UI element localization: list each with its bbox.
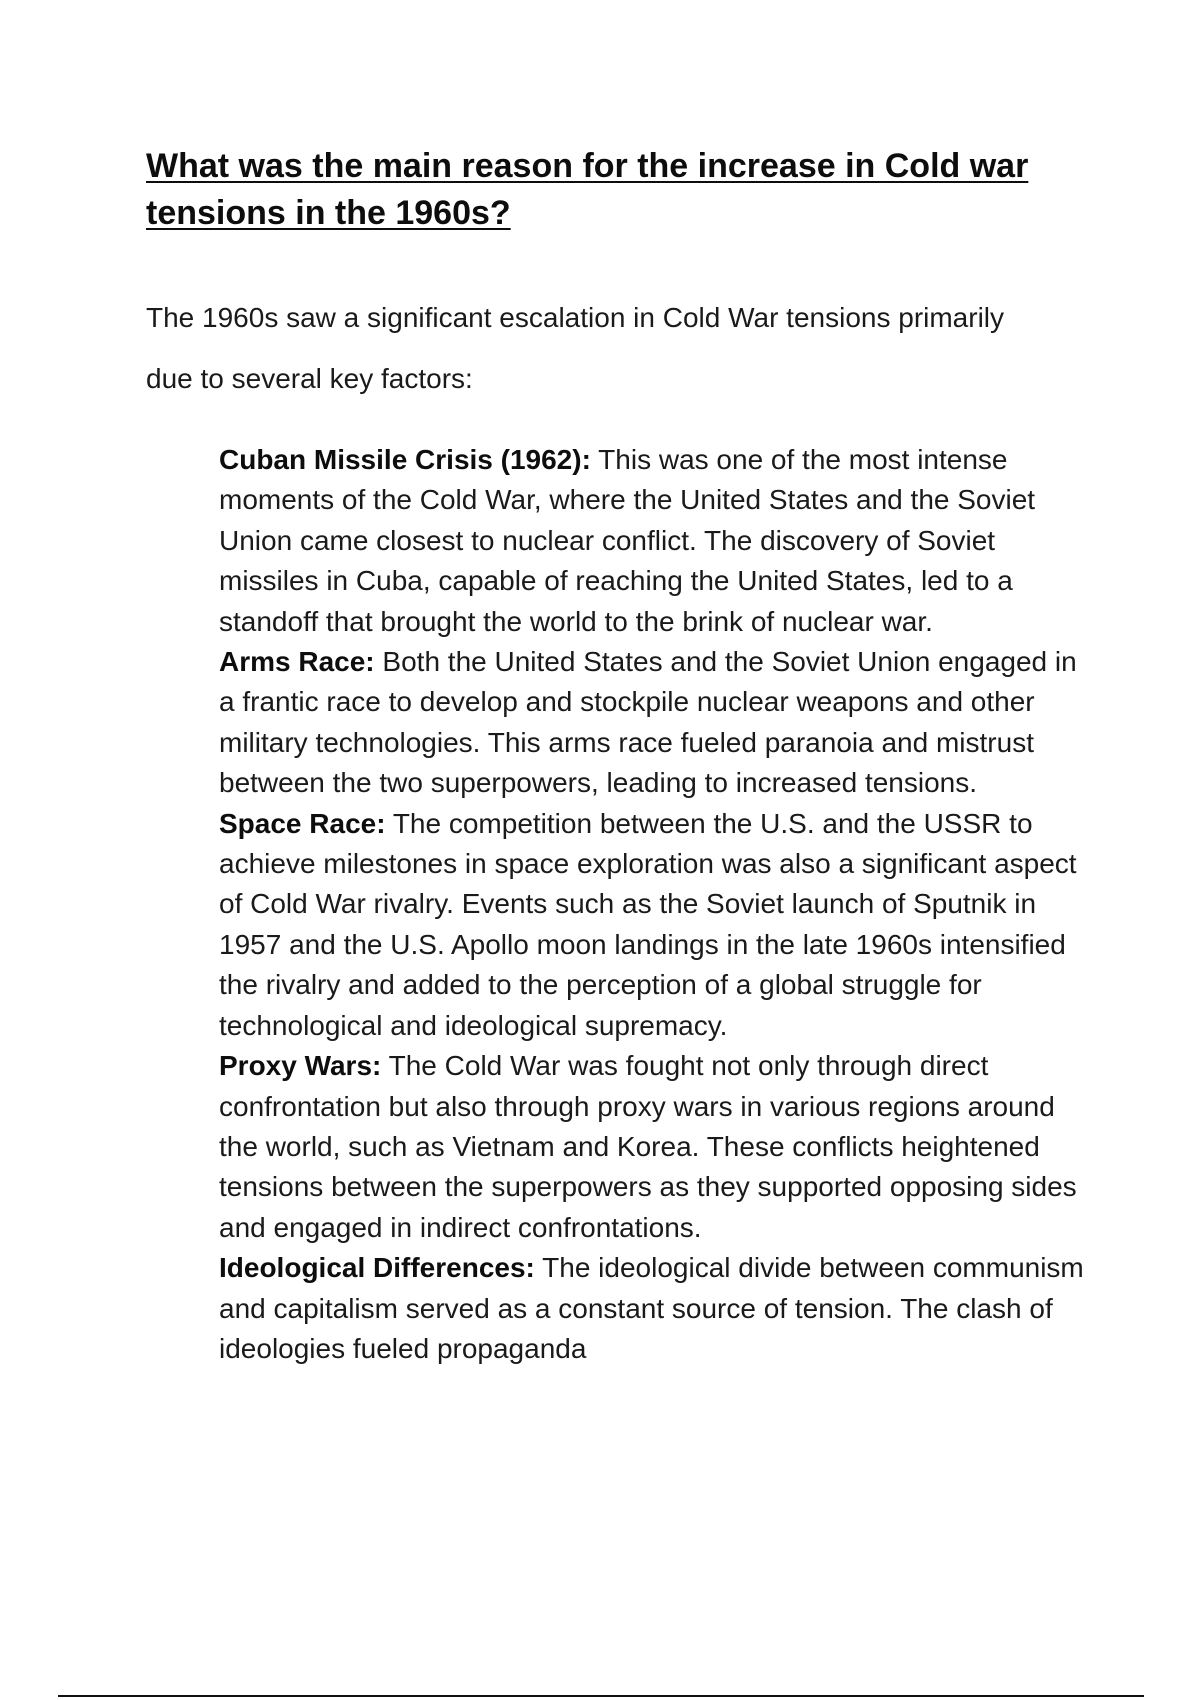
factor-item-arms-race — [219, 642, 1099, 804]
page-title: What was the main reason for the increase in Cold war tensions in the 1960s? — [146, 147, 1029, 232]
factor-item-space-race — [219, 804, 1099, 1046]
factor-label: Cuban Missile Crisis (1962): — [219, 444, 591, 475]
factor-text: The competition between the U.S. and the USSR to achieve milestones in space exploration was also a significant aspect of Cold War rivalry. Events such as the Soviet launch of Sputnik in 1957 and the U.S. Apollo moon landings in the late 1960s intensified the rivalry and added to the perception of a global struggle for technological and ideological supremacy. — [219, 807, 1077, 1041]
factor-text: The Cold War was fought not only through direct confrontation but also through proxy wars in various regions around the world, such as Vietnam and Korea. These conflicts heightened tensions between the superpowers as they supported opposing sides and engaged in indirect confrontations. — [219, 1050, 1077, 1243]
intro-paragraph: The 1960s saw a significant escalation in Cold War tensions primarily due to several key factors: — [146, 302, 1005, 394]
factor-label: Space Race: — [219, 807, 386, 839]
factor-label: Ideological Differences: — [219, 1252, 535, 1284]
factor-text: This was one of the most intense moments of the Cold War, where the United States and the Soviet Union came closest to nuclear conflict. The discovery of Soviet missiles in Cuba, capable of reaching the United States, led to a standoff that brought the world to the brink of nuclear war. — [219, 444, 1036, 637]
factor-item-cuban-missile-crisis — [219, 440, 1099, 642]
factor-list — [219, 440, 1099, 1369]
factor-label: Arms Race: — [219, 646, 375, 678]
factor-item-ideological-differences — [219, 1248, 1099, 1369]
factor-text: Both the United States and the Soviet Union engaged in a frantic race to develop and stockpile nuclear weapons and other military technologies. This arms race fueled paranoia and mistrust between the two superpowers, leading to increased tensions. — [219, 646, 1077, 799]
factor-label: Proxy Wars: — [219, 1050, 382, 1082]
footer-divider — [58, 1695, 1144, 1697]
factor-text: The ideological divide between communism and capitalism served as a constant source of tension. The clash of ideologies fueled propaganda — [219, 1252, 1084, 1364]
factor-item-proxy-wars — [219, 1046, 1099, 1248]
